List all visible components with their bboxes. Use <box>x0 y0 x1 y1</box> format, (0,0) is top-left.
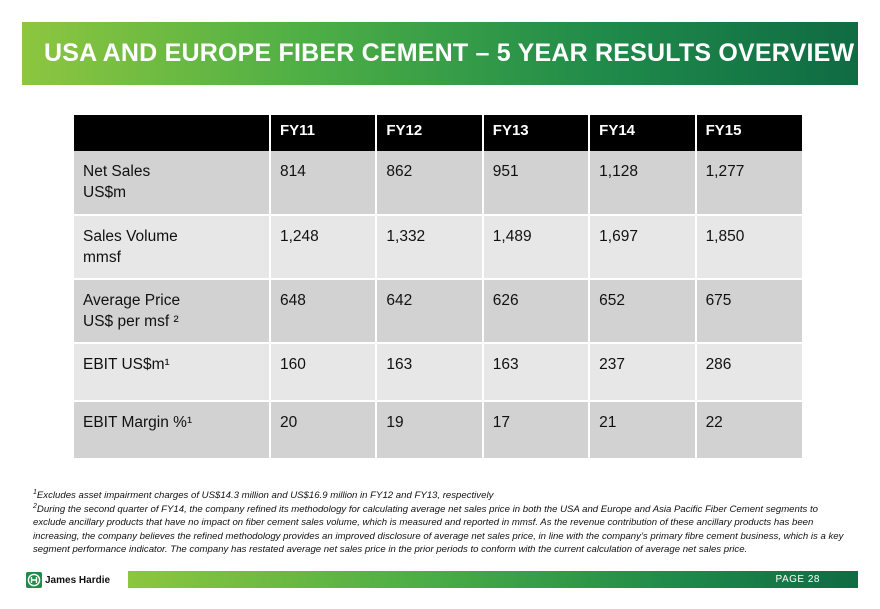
row-label: Net Sales <box>83 163 151 180</box>
column-header: FY14 <box>589 115 695 151</box>
table-row <box>74 151 802 215</box>
row-sublabel: mmsf <box>83 249 121 266</box>
table-cell: 1,697 <box>589 215 695 279</box>
james-hardie-logo-icon <box>26 572 42 588</box>
footer <box>0 571 880 589</box>
table-cell: 814 <box>270 151 376 215</box>
table-cell: 160 <box>270 343 376 401</box>
footnote <box>33 503 845 557</box>
table-cell: 20 <box>270 401 376 459</box>
table-row <box>74 401 802 459</box>
row-label: Sales Volume <box>83 228 178 245</box>
table-cell: 21 <box>589 401 695 459</box>
table-cell: 1,850 <box>696 215 802 279</box>
table-cell: 862 <box>376 151 482 215</box>
column-header: FY15 <box>696 115 802 151</box>
table-cell: 163 <box>483 343 589 401</box>
page-number: PAGE 28 <box>775 574 820 585</box>
row-sublabel: US$m <box>83 184 127 201</box>
footnote-marker: 1 <box>33 489 37 496</box>
column-header <box>74 115 270 151</box>
table-row <box>74 215 802 279</box>
table-cell: 1,248 <box>270 215 376 279</box>
row-label-cell <box>74 215 270 279</box>
footnote <box>33 489 845 503</box>
row-label-cell <box>74 343 270 401</box>
row-label-cell <box>74 151 270 215</box>
table-cell: 648 <box>270 279 376 343</box>
column-header: FY11 <box>270 115 376 151</box>
table-cell: 22 <box>696 401 802 459</box>
footnote-marker: 2 <box>33 502 37 510</box>
table-row <box>74 343 802 401</box>
column-header: FY12 <box>376 115 482 151</box>
footnotes <box>33 489 845 557</box>
results-table <box>74 115 802 460</box>
table-cell: 1,332 <box>376 215 482 279</box>
row-label-cell <box>74 401 270 459</box>
table-cell: 1,277 <box>696 151 802 215</box>
footer-bar <box>128 571 858 588</box>
table-cell: 951 <box>483 151 589 215</box>
row-sublabel: US$ per msf ² <box>83 313 179 330</box>
table-cell: 1,489 <box>483 215 589 279</box>
column-header: FY13 <box>483 115 589 151</box>
table-cell: 19 <box>376 401 482 459</box>
table-row <box>74 279 802 343</box>
table-header-row <box>74 115 802 151</box>
table-cell: 17 <box>483 401 589 459</box>
row-label: EBIT US$m¹ <box>83 356 170 373</box>
row-label-cell <box>74 279 270 343</box>
row-label: Average Price <box>83 292 181 309</box>
table-cell: 652 <box>589 279 695 343</box>
table-cell: 626 <box>483 279 589 343</box>
row-label: EBIT Margin %¹ <box>83 414 193 431</box>
footnote-text: Excludes asset impairment charges of US$14.3 million and US$16.9 million in FY12 and FY13, respectively <box>36 490 494 501</box>
table-cell: 163 <box>376 343 482 401</box>
table-cell: 1,128 <box>589 151 695 215</box>
brand-name: James Hardie <box>45 574 111 586</box>
table-cell: 237 <box>589 343 695 401</box>
brand-logo <box>26 572 110 588</box>
title-banner <box>22 22 858 85</box>
table-cell: 675 <box>696 279 802 343</box>
table-cell: 286 <box>696 343 802 401</box>
page-title: USA AND EUROPE FIBER CEMENT – 5 YEAR RESULTS OVERVIEW <box>44 39 855 67</box>
footnote-text: During the second quarter of FY14, the company refined its methodology for calculating average net sales price in both the USA and Europe and Asia Pacific Fiber Cement segments to exclude ancillary products that have no impact on fiber cement sales volume, which is measured and reported in mmsf. As the revenue contribution of these ancillary products has been increasing, the company believes the refined methodology provides an improved disclosure of average net sales price, in line with the company’s primary fibre cement business, which is a key segment performance indicator. The company has restated average net sales price in the prior periods to conform with the current calculation of average net sales price. <box>33 503 844 555</box>
table-cell: 642 <box>376 279 482 343</box>
